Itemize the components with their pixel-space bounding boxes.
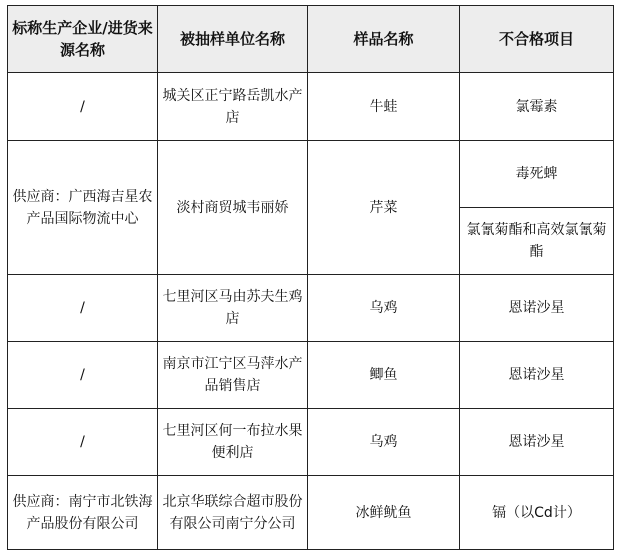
cell-sample-name: 冰鲜鱿鱼 <box>308 476 460 550</box>
cell-failed-item: 氯霉素 <box>460 73 614 141</box>
table-row <box>8 476 614 550</box>
table-row <box>8 342 614 409</box>
cell-source: / <box>8 73 158 141</box>
table-row <box>8 141 614 208</box>
table-row <box>8 275 614 342</box>
cell-sampled-unit: 七里河区何一布拉水果便利店 <box>158 409 308 476</box>
cell-source: / <box>8 275 158 342</box>
header-failed-item: 不合格项目 <box>460 6 614 73</box>
cell-sample-name: 乌鸡 <box>308 275 460 342</box>
cell-source: / <box>8 409 158 476</box>
cell-failed-item: 氯氰菊酯和高效氯氰菊酯 <box>460 208 614 275</box>
cell-sampled-unit: 城关区正宁路岳凯水产店 <box>158 73 308 141</box>
cell-failed-item: 恩诺沙星 <box>460 342 614 409</box>
cell-sample-name: 牛蛙 <box>308 73 460 141</box>
cell-sample-name: 芹菜 <box>308 141 460 275</box>
cell-source: 供应商：广西海吉星农产品国际物流中心 <box>8 141 158 275</box>
cell-failed-item: 恩诺沙星 <box>460 275 614 342</box>
cell-sampled-unit: 淡村商贸城韦丽娇 <box>158 141 308 275</box>
cell-sampled-unit: 七里河区马由苏夫生鸡店 <box>158 275 308 342</box>
cell-source: / <box>8 342 158 409</box>
cell-failed-item: 毒死蜱 <box>460 141 614 208</box>
cell-failed-item: 恩诺沙星 <box>460 409 614 476</box>
table-row <box>8 409 614 476</box>
header-sampled-unit: 被抽样单位名称 <box>158 6 308 73</box>
header-row <box>8 6 614 73</box>
cell-sample-name: 乌鸡 <box>308 409 460 476</box>
cell-failed-item: 镉（以Cd计） <box>460 476 614 550</box>
header-source: 标称生产企业/进货来源名称 <box>8 6 158 73</box>
cell-source: 供应商：南宁市北铁海产品股份有限公司 <box>8 476 158 550</box>
cell-sampled-unit: 南京市江宁区马萍水产品销售店 <box>158 342 308 409</box>
cell-sampled-unit: 北京华联综合超市股份有限公司南宁分公司 <box>158 476 308 550</box>
unqualified-products-table <box>7 5 614 550</box>
header-sample-name: 样品名称 <box>308 6 460 73</box>
table-row <box>8 73 614 141</box>
cell-sample-name: 鲫鱼 <box>308 342 460 409</box>
